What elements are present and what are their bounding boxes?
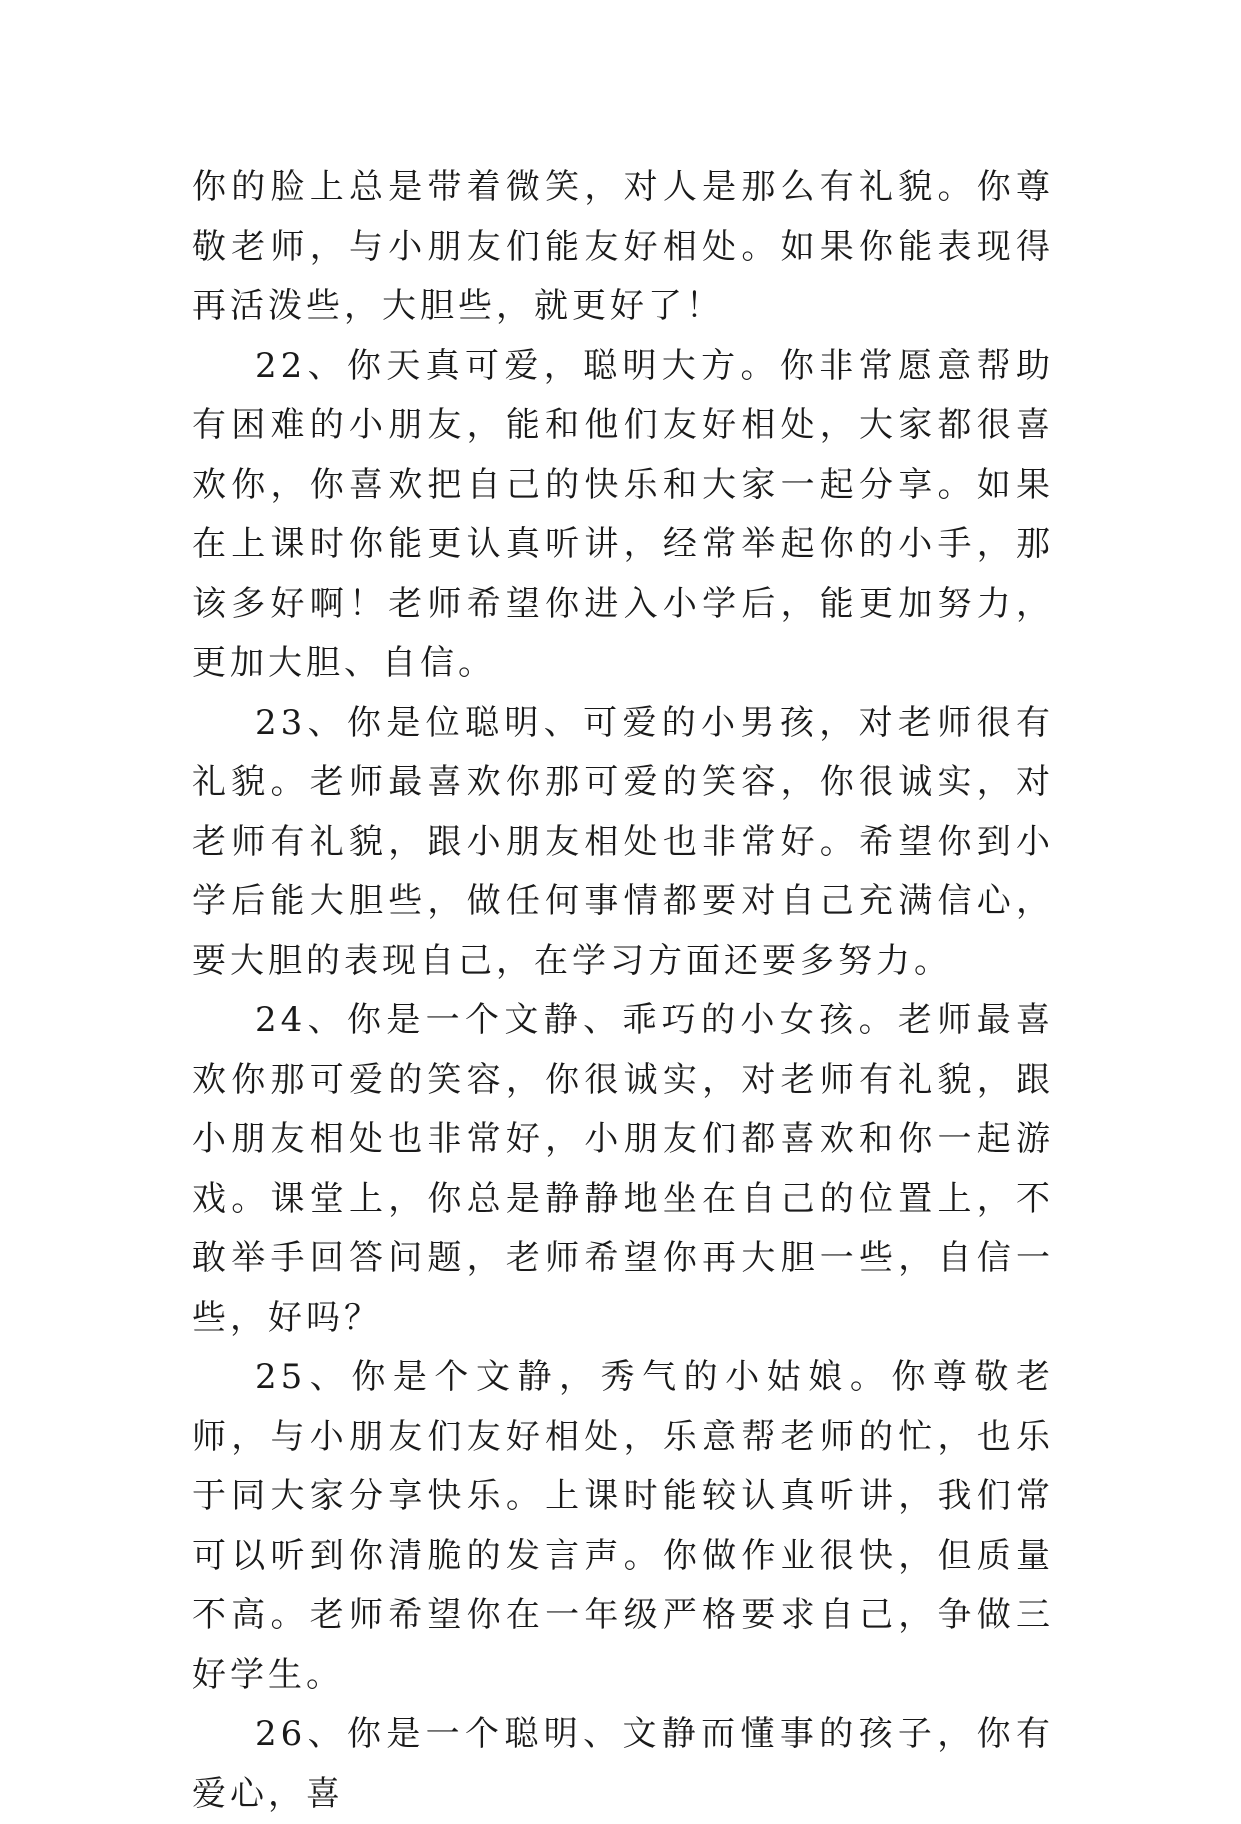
paragraph-25: 25、你是个文静，秀气的小姑娘。你尊敬老师，与小朋友们友好相处，乐意帮老师的忙，也乐于同大家分享快乐。上课时能较认真听讲，我们常可以听到你清脆的发言声。你做作业很快，但质量不高。老师希望你在一年级严格要求自己，争做三好学生。	[192, 1357, 1054, 1695]
document-body	[192, 158, 1054, 1824]
paragraph-continuation: 你的脸上总是带着微笑，对人是那么有礼貌。你尊敬老师，与小朋友们能友好相处。如果你能表现得再活泼些，大胆些，就更好了！	[192, 167, 1054, 326]
paragraph-22: 22、你天真可爱，聪明大方。你非常愿意帮助有困难的小朋友，能和他们友好相处，大家都很喜欢你，你喜欢把自己的快乐和大家一起分享。如果在上课时你能更认真听讲，经常举起你的小手，那该多好啊！老师希望你进入小学后，能更加努力，更加大胆、自信。	[192, 345, 1054, 683]
paragraph-23: 23、你是位聪明、可爱的小男孩，对老师很有礼貌。老师最喜欢你那可爱的笑容，你很诚实，对老师有礼貌，跟小朋友相处也非常好。希望你到小学后能大胆些，做任何事情都要对自己充满信心，要大胆的表现自己，在学习方面还要多努力。	[192, 702, 1054, 981]
paragraph-24: 24、你是一个文静、乖巧的小女孩。老师最喜欢你那可爱的笑容，你很诚实，对老师有礼貌，跟小朋友相处也非常好，小朋友们都喜欢和你一起游戏。课堂上，你总是静静地坐在自己的位置上，不敢举手回答问题，老师希望你再大胆一些，自信一些，好吗？	[192, 1000, 1054, 1338]
paragraph-26: 26、你是一个聪明、文静而懂事的孩子，你有爱心，喜	[192, 1714, 1054, 1814]
